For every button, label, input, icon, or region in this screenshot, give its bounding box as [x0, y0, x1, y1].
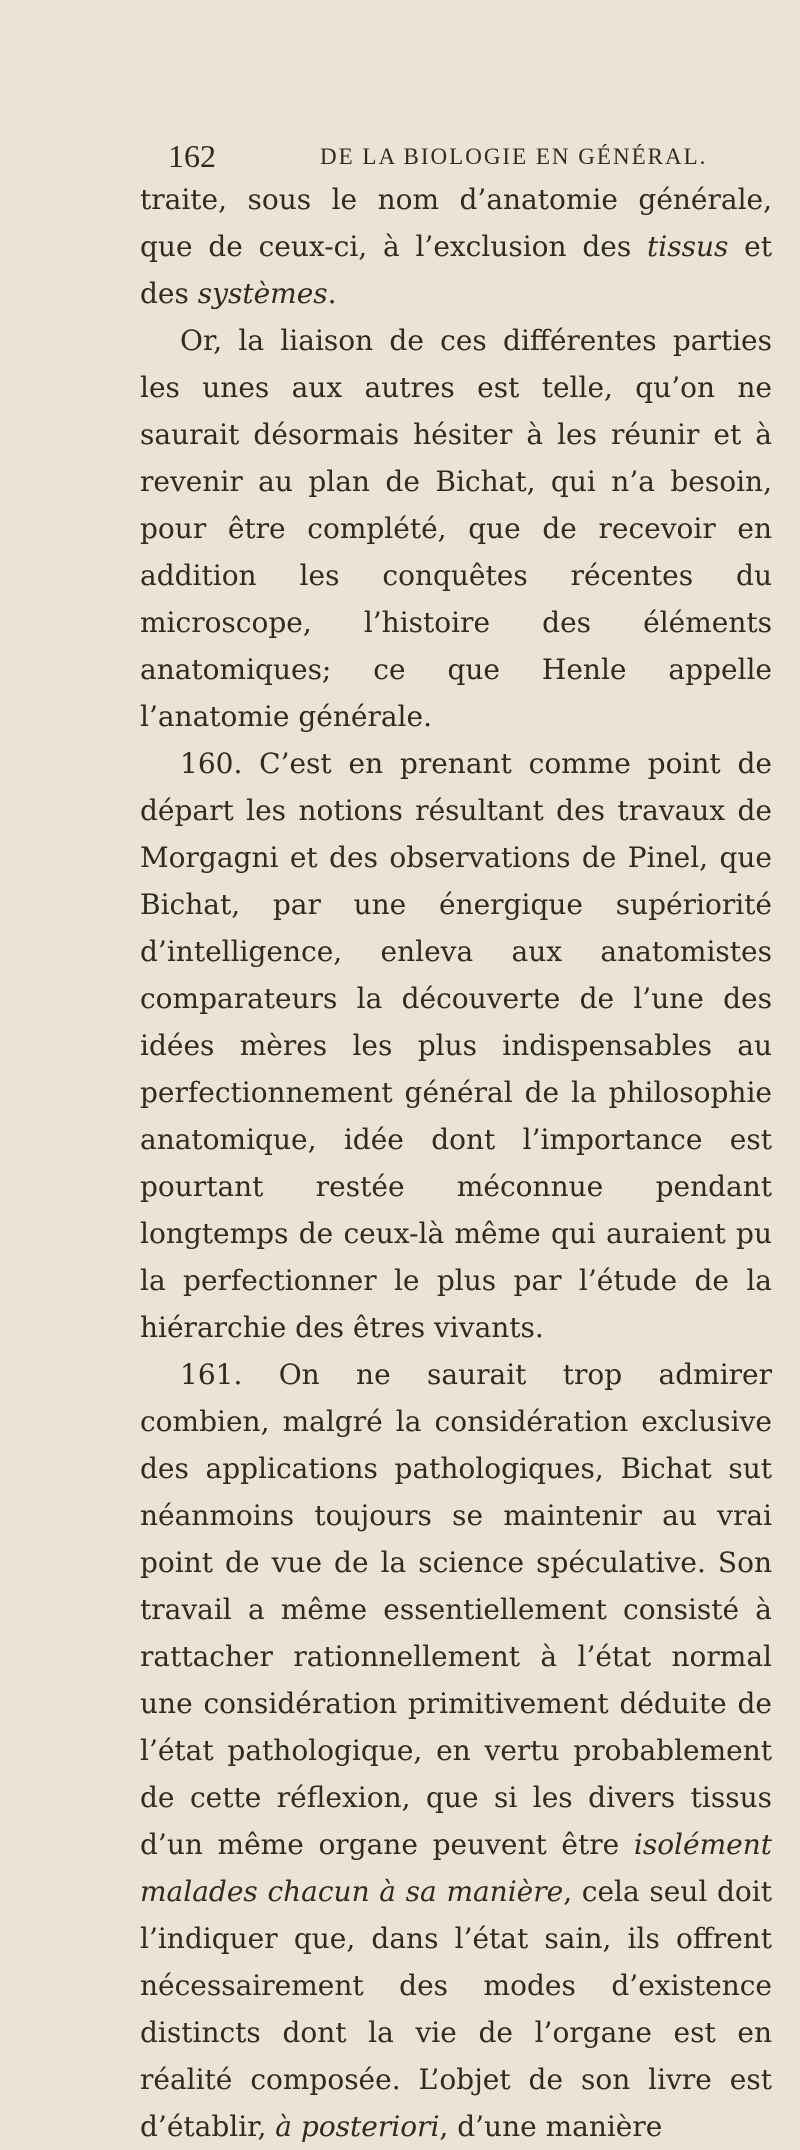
- page-number: 162: [168, 138, 216, 174]
- running-header: [168, 138, 760, 178]
- paragraph: Or, la liaison de ces différentes parties les unes aux autres est telle, qu’on ne saurait désormais hésiter à les réunir et à revenir au plan de Bichat, qui n’a besoin, pour être complété, que de recevoir en addition les conquêtes récentes du microscope, l’histoire des éléments anatomiques; ce que Henle appelle l’anatomie générale.: [140, 324, 772, 733]
- paragraph-continuation: traite, sous le nom d’anatomie générale, que de ceux-ci, à l’exclusion des tissus et des systèmes.: [140, 183, 772, 310]
- italic-term: tissus: [647, 230, 729, 263]
- italic-phrase: à posteriori: [275, 2110, 440, 2143]
- running-title: DE LA BIOLOGIE EN GÉNÉRAL.: [320, 144, 708, 169]
- paragraph-161: 161. On ne saurait trop admirer combien, malgré la considération exclusive des applications pathologiques, Bichat sut néanmoins toujours se maintenir au vrai point de vue de la science spéculative. Son travail a même essentiellement consisté à rattacher rationnellement à l’état normal une considération primitivement déduite de l’état pathologique, en vertu probablement de cette réflexion, que si les divers tissus d’un même organe peuvent être isolément malades chacun à sa manière, cela seul doit l’indiquer que, dans l’état sain, ils offrent nécessairement des modes d’existence distincts dont la vie de l’organe est en réalité composée. L’objet de son livre est d’établir, à posteriori, d’une manière: [140, 1358, 772, 2143]
- paragraph-160: 160. C’est en prenant comme point de départ les notions résultant des travaux de Morgagni et des observations de Pinel, que Bichat, par une énergique supériorité d’intelligence, enleva aux anatomistes comparateurs la découverte de l’une des idées mères les plus indispensables au perfectionnement général de la philosophie anatomique, idée dont l’importance est pourtant restée méconnue pendant longtemps de ceux-là même qui auraient pu la perfectionner le plus par l’étude de la hiérarchie des êtres vivants.: [140, 747, 772, 1344]
- body-text: [140, 176, 772, 2150]
- italic-term: systèmes: [197, 277, 328, 310]
- italic-phrase: isolément malades chacun à sa manière: [140, 1828, 772, 1908]
